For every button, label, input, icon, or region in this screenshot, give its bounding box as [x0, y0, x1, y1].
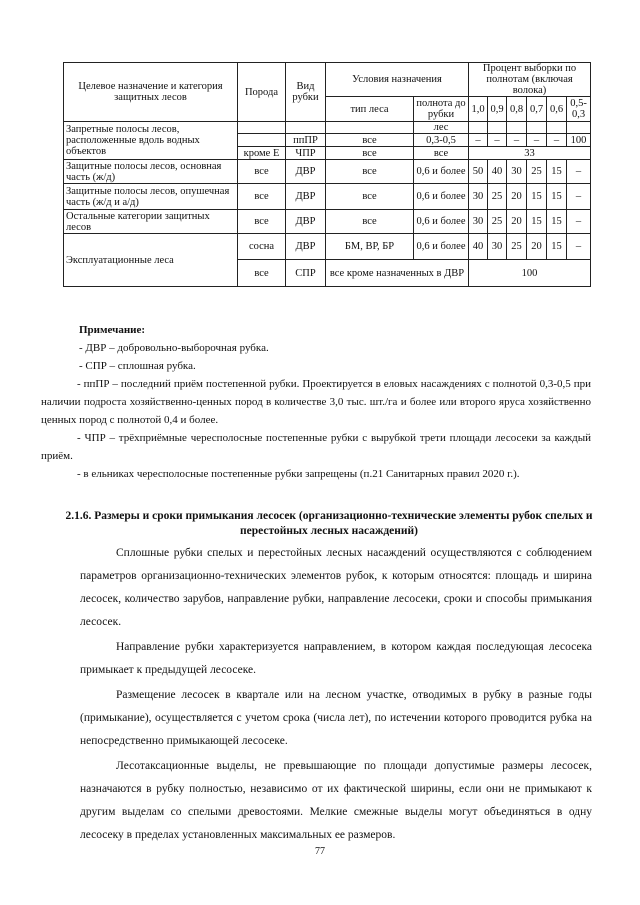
cell-val: 20 — [507, 184, 527, 210]
cell-val: 15 — [547, 210, 567, 234]
header-p5: 0,6 — [547, 97, 567, 122]
cell-type — [326, 122, 414, 134]
cell-species: все — [238, 160, 286, 184]
cell-val: – — [507, 134, 527, 147]
cell-val: 30 — [488, 234, 507, 260]
cell-val: 15 — [547, 160, 567, 184]
cell-cut: ДВР — [286, 160, 326, 184]
cell-species: все — [238, 210, 286, 234]
cell-val: 30 — [469, 210, 488, 234]
cell-val: – — [567, 160, 591, 184]
row-purpose: Защитные полосы лесов, опушечная часть (ж/д и а/д) — [64, 184, 238, 210]
cell-val: 30 — [507, 160, 527, 184]
cell-cut: ДВР — [286, 234, 326, 260]
cell-val: 15 — [547, 234, 567, 260]
cell-density: все — [414, 147, 469, 160]
cell-species: сосна — [238, 234, 286, 260]
cell-density: 0,6 и более — [414, 234, 469, 260]
row-purpose: Запретные полосы лесов, расположенные вдоль водных объектов — [64, 122, 238, 160]
cell-val: 30 — [469, 184, 488, 210]
cell-type: все — [326, 147, 414, 160]
header-p3: 0,8 — [507, 97, 527, 122]
row-purpose: Эксплуатационные леса — [64, 234, 238, 287]
header-p6: 0,5-0,3 — [567, 97, 591, 122]
header-p2: 0,9 — [488, 97, 507, 122]
header-p4: 0,7 — [527, 97, 547, 122]
cell-type: все — [326, 210, 414, 234]
header-percent: Процент выборки по полнотам (включая волока) — [469, 63, 591, 97]
cell-val: – — [547, 134, 567, 147]
cell-density: 0,6 и более — [414, 210, 469, 234]
paragraph: Лесотаксационные выделы, не превышающие по площади допустимые размеры лесосек, назначаются в рубку полностью, независимо от их фактической ширины, если они не примыкают к другим выделам со спелыми древостоями. Мелкие смежные выделы могут объединяться в одну лесосеку в пределах установленных максимальных ее размеров. — [80, 760, 592, 841]
cell-val: 50 — [469, 160, 488, 184]
cell-val: – — [469, 134, 488, 147]
cell-type: БМ, ВР, БР — [326, 234, 414, 260]
cell-species: кроме Е — [238, 147, 286, 160]
header-forest-type: тип леса — [326, 97, 414, 122]
cell-type: все — [326, 134, 414, 147]
cell-val: – — [567, 234, 591, 260]
cell-val: – — [567, 184, 591, 210]
cell-cut — [286, 122, 326, 134]
section-heading: 2.1.6. Размеры и сроки примыкания лесосек (организационно-технические элементы рубок спелых и перестойных лесных насаждений) — [65, 510, 593, 537]
cell-val: – — [527, 134, 547, 147]
cell-type: все кроме назначенных в ДВР — [326, 260, 469, 287]
cell-cut: ЧПР — [286, 147, 326, 160]
header-purpose: Целевое назначение и категория защитных лесов — [64, 63, 238, 122]
header-cut-type: Вид рубки — [286, 63, 326, 122]
cell-density: 0,6 и более — [414, 160, 469, 184]
cutting-percent-table — [63, 62, 591, 287]
cell-val: 25 — [527, 160, 547, 184]
cell-type: все — [326, 184, 414, 210]
cell-val: 25 — [507, 234, 527, 260]
cell-cut: ДВР — [286, 210, 326, 234]
cell-species: все — [238, 184, 286, 210]
note-dvr: - ДВР – добровольно-выборочная рубка. — [79, 342, 269, 354]
paragraph: Направление рубки характеризуется направлением, в котором каждая последующая лесосека примыкает к предыдущей лесосеке. — [80, 641, 592, 676]
cell-type: все — [326, 160, 414, 184]
header-density: полнота до рубки — [414, 97, 469, 122]
cell-val: 25 — [488, 184, 507, 210]
note-spr: - СПР – сплошная рубка. — [79, 360, 196, 372]
cell-species — [238, 134, 286, 147]
paragraph: Размещение лесосек в квартале или на лесном участке, отводимых в рубку в разные годы (примыкание), осуществляется с учетом срока (числа лет), по истечении которого проводится рубка на непосредственно примыкающей лесосеке. — [80, 689, 592, 747]
header-conditions: Условия назначения — [326, 63, 469, 97]
cell-species — [238, 122, 286, 134]
page-number: 77 — [315, 846, 325, 857]
row-purpose: Остальные категории защитных лесов — [64, 210, 238, 234]
cell-merged: 100 — [469, 260, 591, 287]
cell-cut: ДВР — [286, 184, 326, 210]
cell-val: 25 — [488, 210, 507, 234]
cell-val: 40 — [488, 160, 507, 184]
note-chpr: - ЧПР – трёхприёмные чересполосные постепенные рубки с вырубкой трети площади лесосеки за каждый приём. — [41, 432, 591, 462]
cell-val: 15 — [547, 184, 567, 210]
cell-density: лес — [414, 122, 469, 134]
paragraph: Сплошные рубки спелых и перестойных лесных насаждений осуществляются с соблюдением параметров организационно-технических элементов рубок, к которым относятся: площадь и ширина лесосек, количество зарубов, направление рубки, направление лесосеки, сроки и способы примыкания лесосек. — [80, 547, 592, 628]
cell-density: 0,6 и более — [414, 184, 469, 210]
cell-val: 20 — [527, 234, 547, 260]
cell-val: 15 — [527, 210, 547, 234]
cell-val: 40 — [469, 234, 488, 260]
row-purpose: Защитные полосы лесов, основная часть (ж/д) — [64, 160, 238, 184]
cell-cut: ппПР — [286, 134, 326, 147]
cell-val: 100 — [567, 134, 591, 147]
cell-merged: 33 — [469, 147, 591, 160]
cell-species: все — [238, 260, 286, 287]
cell-val: – — [488, 134, 507, 147]
notes-block — [41, 321, 591, 483]
header-species: Порода — [238, 63, 286, 122]
cell-cut: СПР — [286, 260, 326, 287]
cell-density: 0,3-0,5 — [414, 134, 469, 147]
note-spruce: - в ельниках чересполосные постепенные рубки запрещены (п.21 Санитарных правил 2020 г.). — [77, 468, 520, 480]
note-pppr: - ппПР – последний приём постепенной рубки. Проектируется в еловых насаждениях с полнотой 0,3-0,5 при наличии подроста хозяйственно-ценных пород в количестве 3,0 тыс. шт./га и более или второго яруса хозяйственно ценных пород с полнотой 0,4 и более. — [41, 378, 591, 426]
cell-val: – — [567, 210, 591, 234]
body-text — [80, 542, 592, 849]
header-p1: 1,0 — [469, 97, 488, 122]
cell-val: 20 — [507, 210, 527, 234]
cell-val: 15 — [527, 184, 547, 210]
notes-title: Примечание: — [79, 324, 146, 336]
